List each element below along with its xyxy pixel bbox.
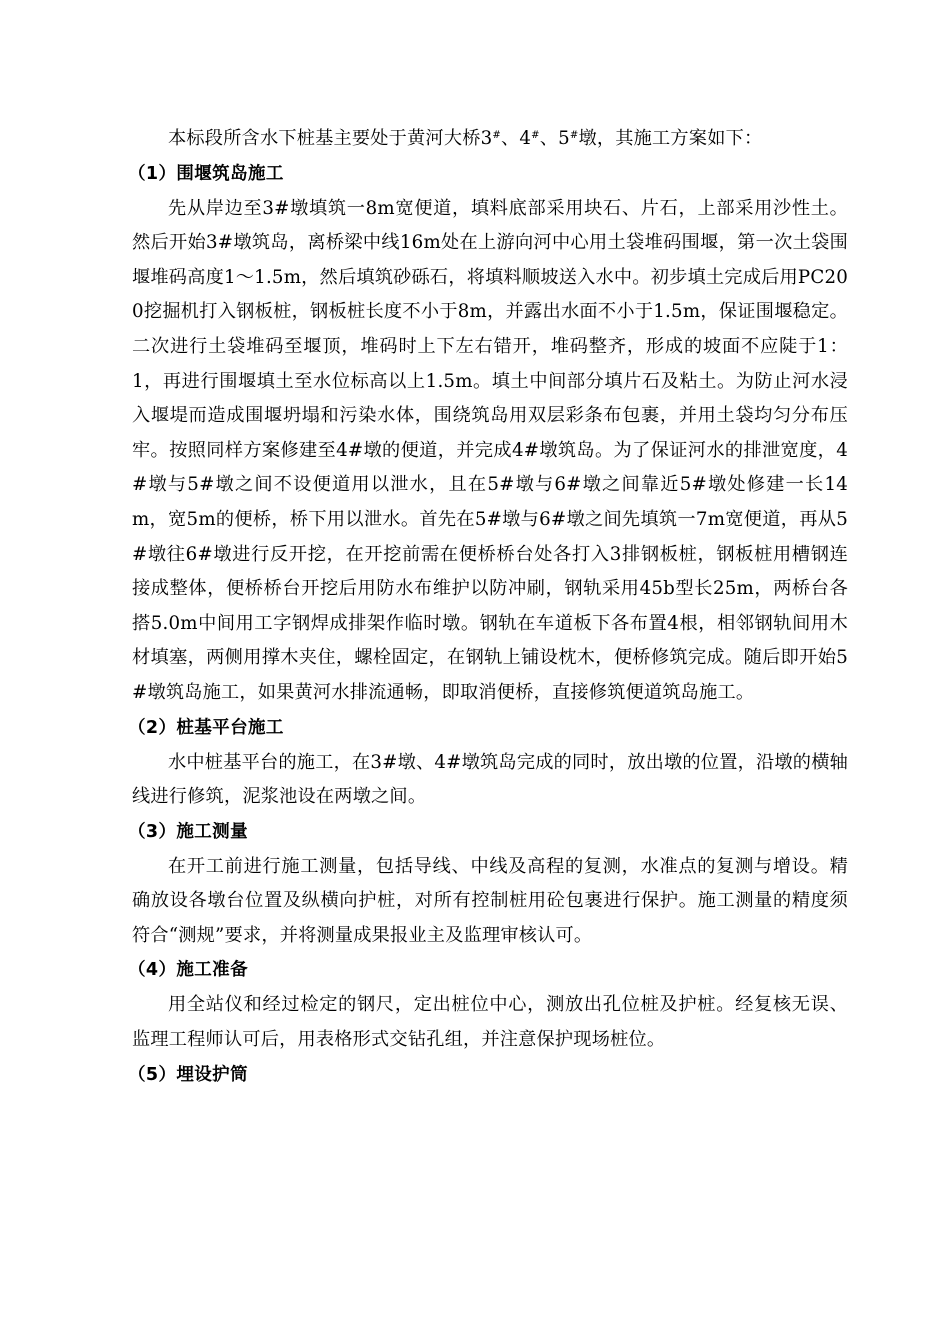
section-heading-1: （1）围堰筑岛施工 <box>128 163 284 184</box>
intro-paragraph <box>132 122 848 157</box>
intro-text-1: 本标段所含水下桩基主要处于黄河大桥3 <box>168 128 493 149</box>
intro-sup-3: # <box>569 130 579 141</box>
section-heading-4: （4）施工准备 <box>128 960 248 981</box>
section-body-4: 用全站仪和经过检定的钢尺，定出桩位中心，测放出孔位桩及护桩。经复核无误、监理工程师认可后，用表格形式交钻孔组，并注意保护现场桩位。 <box>132 994 848 1051</box>
section-heading-3: （3）施工测量 <box>128 821 248 842</box>
document-body <box>128 122 848 1093</box>
intro-text-3: 、5 <box>539 128 570 149</box>
section-body-3: 在开工前进行施工测量，包括导线、中线及高程的复测，水准点的复测与增设。精确放设各墩台位置及纵横向护桩，对所有控制桩用砼包裹进行保护。施工测量的精度须符合“测规”要求，并将测量成果报业主及监理审核认可。 <box>132 855 848 946</box>
intro-sup-1: # <box>492 130 501 141</box>
section-body-1: 先从岸边至3#墩填筑一8m宽便道，填料底部采用块石、片石，上部采用沙性土。然后开始3#墩筑岛，离桥梁中线16m处在上游向河中心用土袋堆码围堰，第一次土袋围堰堆码高度1～1.5m，然后填筑砂砾石，将填料顺坡送入水中。初步填土完成后用PC200挖掘机打入钢板桩，钢板桩长度不小于8m，并露出水面不小于1.5m，保证围堰稳定。二次进行土袋堆码至堰顶，堆码时上下左右错开，堆码整齐，形成的坡面不应陡于1：1，再进行围堰填土至水位标高以上1.5m。填土中间部分填片石及粘土。为防止河水浸入堰堤而造成围堰坍塌和污染水体，围绕筑岛用双层彩条布包裹，并用土袋均匀分布压牢。按照同样方案修建至4#墩的便道，并完成4#墩筑岛。为了保证河水的排泄宽度，4#墩与5#墩之间不设便道用以泄水，且在5#墩与6#墩之间靠近5#墩处修建一长14m，宽5m的便桥，桥下用以泄水。首先在5#墩与6#墩之间先填筑一7m宽便道，再从5#墩往6#墩进行反开挖，在开挖前需在便桥桥台处各打入3排钢板桩，钢板桩用槽钢连接成整体，便桥桥台开挖后用防水布维护以防冲刷，钢轨采用45b型长25m，两桥台各搭5.0m中间用工字钢焊成排架作临时墩。钢轨在车道板下各布置4根，相邻钢轨间用木材填塞，两侧用撑木夹住，螺栓固定，在钢轨上铺设枕木，便桥修筑完成。随后即开始5#墩筑岛施工，如果黄河水排流通畅，即取消便桥，直接修筑便道筑岛施工。 <box>132 197 848 703</box>
intro-text-2: 、4 <box>500 128 532 149</box>
intro-sup-2: # <box>531 130 540 141</box>
intro-text-4: 墩，其施工方案如下： <box>578 128 763 149</box>
section-heading-2: （2）桩基平台施工 <box>128 717 284 738</box>
section-heading-5: （5）埋设护筒 <box>128 1064 248 1085</box>
section-body-2: 水中桩基平台的施工，在3#墩、4#墩筑岛完成的同时，放出墩的位置，沿墩的横轴线进行修筑，泥浆池设在两墩之间。 <box>132 751 848 808</box>
